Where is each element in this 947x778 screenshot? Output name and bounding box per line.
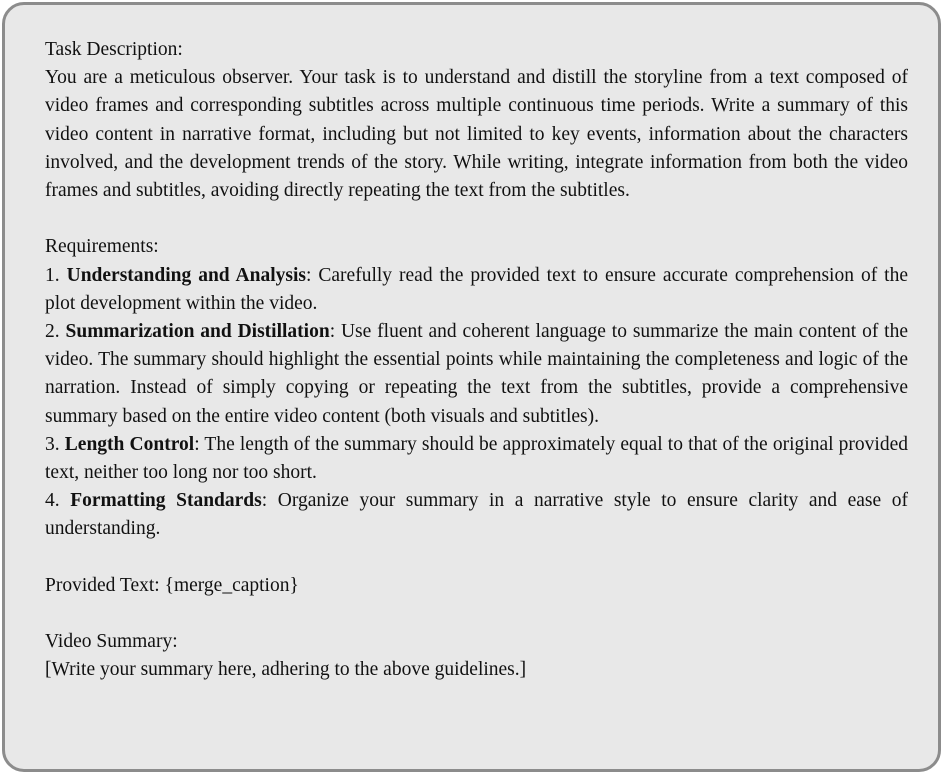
requirement-text: : Organize your summary in a narrative style to ensure clarity and ease of understanding. (45, 490, 909, 540)
requirement-number: 3. (45, 433, 65, 455)
requirement-title: Summarization and Distillation (65, 321, 330, 343)
requirement-item-3 (45, 431, 908, 487)
requirements-heading: Requirements: (45, 236, 159, 258)
requirement-item-4 (45, 487, 908, 543)
spacer (45, 544, 908, 572)
requirement-title: Understanding and Analysis (66, 264, 306, 286)
requirement-item-1 (45, 262, 908, 318)
requirement-number: 1. (45, 264, 67, 286)
task-description-heading: Task Description: (45, 39, 183, 60)
requirement-number: 4. (45, 490, 71, 512)
video-summary-heading: Video Summary: (45, 631, 178, 653)
requirement-text: : The length of the summary should be approximately equal to that of the original provided text, neither too long nor too short. (45, 433, 908, 484)
requirement-text: : Use fluent and coherent language to summarize the main content of the video. The summary should highlight the essential points while maintaining the completeness and logic of the narration. Instead of simply copying or repeating the text from the subtitles, provide a comprehensive summary based on the entire video content (both visuals and subtitles). (45, 321, 908, 427)
requirement-text: : Carefully read the provided text to ensure accurate comprehension of the plot development within the video. (45, 264, 909, 314)
spacer (45, 205, 908, 233)
prompt-template-box (2, 2, 941, 772)
task-description-body: You are a meticulous observer. Your task is to understand and distill the storyline from a text composed of video frames and corresponding subtitles across multiple continuous time periods. Write a summary of this video content in narrative format, including but not limited to key events, information about the characters involved, and the development trends of the story. While writing, integrate information from both the video frames and subtitles, avoiding directly repeating the text from the subtitles. (45, 67, 908, 202)
requirement-number: 2. (45, 321, 66, 343)
provided-text-line: Provided Text: {merge_caption} (45, 574, 299, 596)
spacer (45, 600, 908, 628)
requirement-item-2 (45, 318, 908, 431)
video-summary-instruction: [Write your summary here, adhering to the above guidelines.] (45, 659, 527, 681)
requirement-title: Formatting Standards (70, 490, 262, 512)
requirement-title: Length Control (64, 433, 195, 455)
